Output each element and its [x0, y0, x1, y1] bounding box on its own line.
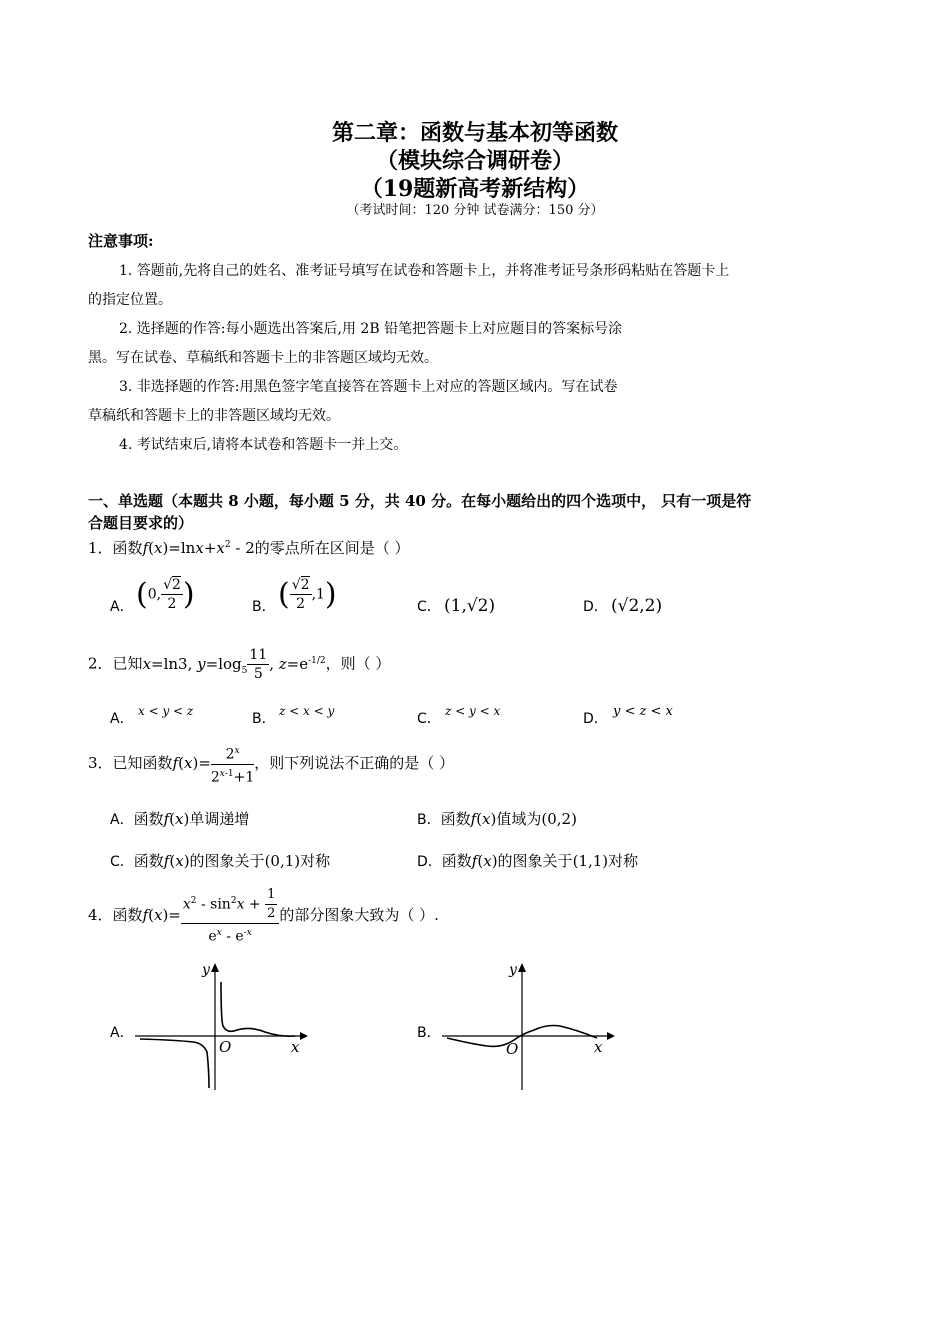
- notice-item-4: 4. 考试结束后,请将本试卷和答题卡一并上交。: [119, 437, 408, 453]
- question-3: [88, 742, 454, 786]
- q1-option-b-label[interactable]: B．: [252, 599, 276, 615]
- q3-suffix: ，则下列说法不正确的是（ ）: [254, 754, 455, 773]
- q3-option-b-prefix: 函数: [440, 810, 471, 828]
- q4-graph-b[interactable]: [442, 960, 617, 1092]
- y-axis-arrow-icon: [211, 963, 219, 972]
- page-subtitle: （模块综合调研卷）: [375, 148, 574, 174]
- curve-right: [221, 982, 295, 1036]
- q3-option-d[interactable]: D．函数f(x)的图象关于(1,1)对称: [417, 852, 639, 870]
- curve-left: [140, 1039, 209, 1088]
- q2-option-a[interactable]: x < y < z: [138, 704, 194, 718]
- origin-label: O: [219, 1038, 232, 1056]
- origin-label: O: [506, 1040, 519, 1058]
- notice-item-2: 2. 选择题的作答:每小题选出答案后,用 2B 铅笔把答题卡上对应题目的答案标号涂: [119, 321, 623, 337]
- section-heading: 一、单选题（本题共 8 小题，每小题 5 分，共 40 分。在每小题给出的四个选项中， 只有一项是符: [88, 492, 752, 510]
- q3-option-c[interactable]: C．函数f(x)的图象关于(0,1)对称: [110, 852, 331, 870]
- q3-option-d-prefix: 函数: [441, 852, 472, 870]
- q3-function: f(x)= $\frac{2^x}{2^{x-1}+1}$: [173, 754, 255, 772]
- q2-option-a-label[interactable]: A．: [110, 711, 134, 727]
- q1-suffix: 的零点所在区间是（ ）: [254, 539, 410, 557]
- notice-item-3: 3. 非选择题的作答:用黑色签字笔直接答在答题卡上对应的答题区域内。写在试卷: [119, 379, 618, 395]
- q2-option-b-label[interactable]: B．: [252, 711, 276, 727]
- q3-option-b-text: 值域为: [496, 810, 542, 828]
- q2-option-c[interactable]: z < y < x: [445, 704, 501, 718]
- q4-graph-a[interactable]: [135, 960, 310, 1092]
- notice-item-2-cont: 黑。写在试卷、草稿纸和答题卡上的非答题区域均无效。: [88, 350, 438, 366]
- x-axis-arrow-icon: [607, 1032, 615, 1040]
- notice-item-1: 1. 答题前,先将自己的姓名、准考证号填写在试卷和答题卡上，并将准考证号条形码粘贴在答题卡上: [119, 263, 730, 279]
- question-1: [88, 537, 410, 558]
- q3-option-c-prefix: 函数: [133, 852, 164, 870]
- q3-option-a-prefix: 函数: [133, 810, 164, 828]
- q3-option-b-range: (0,2): [541, 810, 577, 828]
- q3-option-d-point: (1,1): [572, 852, 609, 870]
- x-label: x: [594, 1038, 603, 1056]
- q3-option-b-label: B．: [417, 812, 441, 828]
- q1-function: $f(x)=\ln x+x^2 - 2$: [142, 539, 255, 557]
- q3-option-c-point: (0,1): [264, 852, 301, 870]
- q3-option-d-end: 对称: [608, 852, 639, 870]
- q3-prefix: 已知函数: [112, 754, 173, 773]
- exam-info: （考试时间：120 分钟 试卷满分：150 分）: [346, 203, 604, 218]
- q1-option-a[interactable]: (0, $\frac{√2}{2}$ ): [136, 577, 195, 612]
- q4-option-a-label[interactable]: A．: [110, 1025, 134, 1041]
- q1-number: 1．: [88, 539, 113, 557]
- q2-prefix: 已知: [112, 654, 143, 673]
- q3-option-a-label: A．: [110, 812, 134, 828]
- q3-option-a-text: 单调递增: [189, 810, 250, 828]
- q2-option-d[interactable]: y < z < x: [613, 704, 673, 719]
- q3-option-c-end: 对称: [300, 852, 331, 870]
- q1-option-a-label[interactable]: A．: [110, 599, 134, 615]
- q4-function: f(x)= $x^2 - \sin^2x$ + $\frac{1}{2}$ $e^x - e^{-x}$: [143, 906, 280, 924]
- q1-option-b[interactable]: ( $\frac{√2}{2}$ ,1): [278, 577, 337, 612]
- x-label: x: [291, 1038, 300, 1056]
- page-title: 第二章：函数与基本初等函数: [331, 120, 618, 146]
- q1-option-c[interactable]: (1,√2): [444, 596, 496, 616]
- q3-option-d-label: D．: [417, 854, 442, 870]
- question-2: [88, 646, 390, 683]
- q4-number: 4．: [88, 905, 113, 924]
- q3-option-a[interactable]: A．函数f(x)单调递增: [110, 810, 250, 828]
- q2-expression: x=ln3, $y=\log_5$ $\frac{11}{5}$ , $z=e^{-1/2}$: [142, 647, 326, 682]
- q4-prefix: 函数: [112, 905, 143, 924]
- y-label: y: [202, 962, 210, 978]
- notice-item-1-cont: 的指定位置。: [88, 292, 172, 308]
- q4-suffix: 的部分图象大致为（ ）.: [279, 905, 439, 924]
- notice-heading: 注意事项:: [88, 232, 154, 250]
- page-subtitle-structure: （19题新高考新结构）: [360, 176, 590, 202]
- q3-number: 3．: [88, 754, 113, 773]
- q3-option-b[interactable]: B．函数f(x)值域为(0,2): [417, 810, 577, 828]
- q2-suffix: ，则（ ）: [325, 654, 391, 673]
- q2-option-c-label[interactable]: C．: [417, 711, 441, 727]
- x-axis-arrow-icon: [300, 1032, 308, 1040]
- q2-option-d-label[interactable]: D．: [583, 711, 608, 727]
- q4-option-b-label[interactable]: B．: [417, 1025, 441, 1041]
- y-label: y: [509, 962, 517, 978]
- section-heading-cont: 合题目要求的）: [88, 514, 194, 532]
- question-4: [88, 886, 439, 946]
- y-axis-arrow-icon: [518, 963, 526, 972]
- q3-option-d-text: 的图象关于: [497, 852, 573, 870]
- q1-prefix: 函数: [112, 539, 143, 557]
- q2-option-b[interactable]: z < x < y: [279, 704, 335, 718]
- notice-item-3-cont: 草稿纸和答题卡上的非答题区域均无效。: [88, 408, 340, 424]
- q2-number: 2．: [88, 654, 113, 673]
- q3-option-c-text: 的图象关于: [189, 852, 265, 870]
- q3-option-c-label: C．: [110, 854, 134, 870]
- q1-option-d-label[interactable]: D．: [583, 599, 608, 615]
- q1-option-c-label[interactable]: C．: [417, 599, 441, 615]
- q1-option-d[interactable]: (√2,2): [611, 596, 663, 616]
